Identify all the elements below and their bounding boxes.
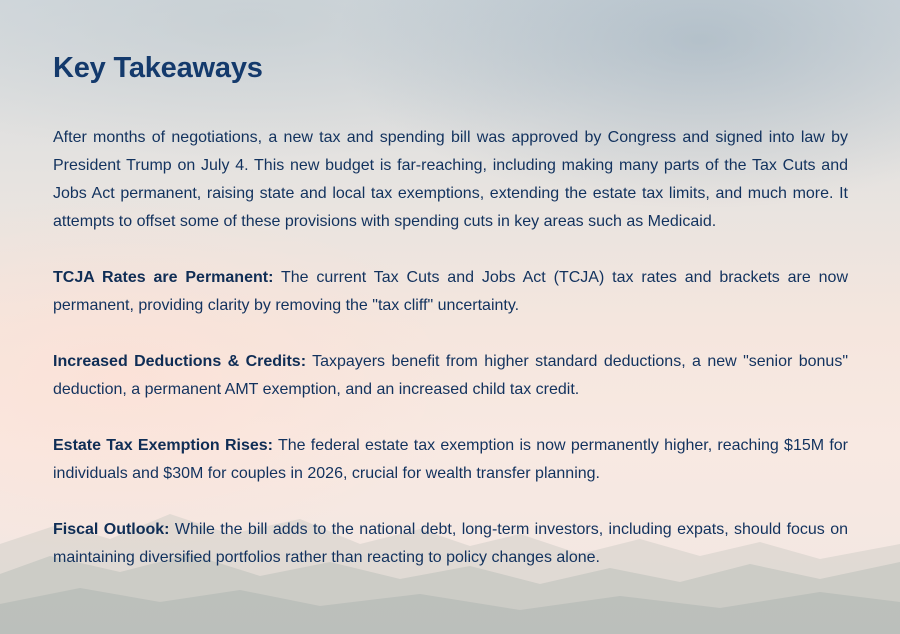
takeaway-heading: Estate Tax Exemption Rises: [53,437,273,454]
intro-paragraph: After months of negotiations, a new tax and spending bill was approved by Congress and signed into law by President Trump on July 4. This new budget is far-reaching, including making many parts of the Tax Cuts and Jobs Act permanent, raising state and local tax exemptions, extending the estate tax limits, and much more. It attempts to offset some of these provisions with spending cuts in key areas such as Medicaid. [53,129,848,230]
takeaway-deductions-credits [53,348,848,404]
takeaway-tcja-rates [53,264,848,320]
takeaway-fiscal-outlook [53,516,848,572]
takeaway-text: Taxpayers benefit from higher standard deductions, a new "senior bonus" deduction, a permanent AMT exemption, and an increased child tax credit. [53,353,849,398]
takeaway-heading: TCJA Rates are Permanent: [53,269,274,286]
page-title: Key Takeaways [53,52,263,84]
takeaway-estate-tax [53,432,848,488]
takeaway-text: While the bill adds to the national debt, long-term investors, including expats, should focus on maintaining diversified portfolios rather than reacting to policy changes alone. [53,521,848,566]
takeaway-text: The federal estate tax exemption is now permanently higher, reaching $15M for individuals and $30M for couples in 2026, crucial for wealth transfer planning. [53,437,849,482]
takeaway-text: The current Tax Cuts and Jobs Act (TCJA) tax rates and brackets are now permanent, providing clarity by removing the "tax cliff" uncertainty. [53,269,848,314]
takeaway-heading: Fiscal Outlook: [53,521,170,538]
takeaway-heading: Increased Deductions & Credits: [53,353,307,370]
